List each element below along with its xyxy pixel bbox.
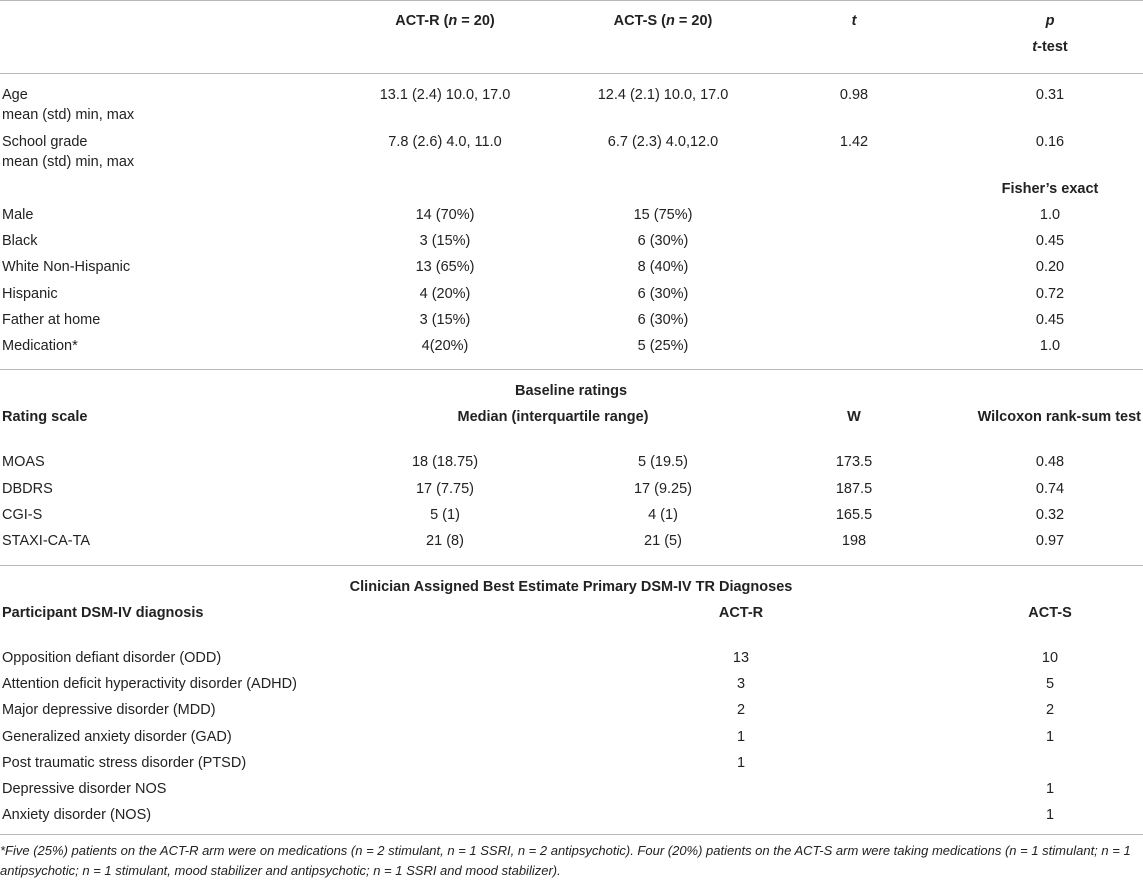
cell-actr: 1 — [736, 755, 746, 771]
cell-p: 0.31 — [1035, 87, 1065, 103]
baseline-title: Baseline ratings — [514, 383, 628, 399]
cell-actr: 3 (15%) — [419, 233, 471, 249]
cell-acts: 10 — [1041, 650, 1059, 666]
table-footnote: *Five (25%) patients on the ACT-R arm were on medications (n = 2 stimulant, n = 1 SSRI, n = 2 antipsychotic). Four (20%) patients on the ACT-S arm were taking medications (n = 1 stimulant; n = 1 antipsychotic; n = 1 stimulant, mood stabilizer and antipsychotic; n = 1 SSRI and mood stabilizer). — [0, 843, 1131, 878]
cell-actr: 13 — [732, 650, 750, 666]
section-rule-2 — [0, 565, 1143, 566]
header-rule — [0, 73, 1143, 74]
header-acts — [614, 12, 713, 30]
cell-acts: 5 (19.5) — [638, 454, 688, 470]
cell-acts: 5 — [1045, 676, 1055, 692]
row-label: DBDRS — [2, 481, 53, 497]
row-label: STAXI-CA-TA — [2, 533, 91, 549]
cell-actr: 4 (20%) — [419, 286, 471, 302]
cell-actr: 7.8 (2.6) 4.0, 11.0 — [388, 134, 502, 150]
cell-actr: 4(20%) — [421, 338, 469, 354]
row-label: Age — [2, 87, 28, 103]
row-sublabel: mean (std) min, max — [2, 107, 135, 123]
cell-p: 0.45 — [1035, 233, 1065, 249]
cell-acts: 2 — [1045, 702, 1055, 718]
header-t: t — [851, 13, 857, 29]
header-actr — [395, 12, 495, 30]
cell-acts: 5 (25%) — [637, 338, 689, 354]
cell-w: 198 — [841, 533, 867, 549]
cell-actr: 21 (8) — [426, 533, 464, 549]
cell-actr: 18 (18.75) — [411, 454, 479, 470]
diagnoses-col-actr: ACT-R — [718, 605, 764, 621]
cell-acts: 8 (40%) — [637, 259, 689, 275]
row-label: Post traumatic stress disorder (PTSD) — [2, 755, 247, 771]
header-actr-label: ACT-R ( — [395, 13, 449, 29]
row-label: CGI-S — [2, 507, 43, 523]
row-sublabel: mean (std) min, max — [2, 154, 135, 170]
cell-p: 0.32 — [1035, 507, 1065, 523]
cell-acts: 1 — [1045, 781, 1055, 797]
cell-actr: 17 (7.75) — [415, 481, 475, 497]
section-rule-1 — [0, 369, 1143, 370]
cell-acts: 6 (30%) — [637, 286, 689, 302]
diagnoses-col-label: Participant DSM-IV diagnosis — [2, 605, 204, 621]
row-label: Black — [2, 233, 38, 249]
cell-actr: 13.1 (2.4) 10.0, 17.0 — [379, 87, 511, 103]
row-label: Male — [2, 207, 34, 223]
cell-actr: 3 (15%) — [419, 312, 471, 328]
cell-acts: 6.7 (2.3) 4.0,12.0 — [607, 134, 719, 150]
cell-w: 187.5 — [835, 481, 873, 497]
row-label: Attention deficit hyperactivity disorder (ADHD) — [2, 676, 297, 692]
row-label: Generalized anxiety disorder (GAD) — [2, 729, 232, 745]
diagnoses-title: Clinician Assigned Best Estimate Primary DSM-IV TR Diagnoses — [349, 579, 793, 595]
cell-acts: 17 (9.25) — [633, 481, 693, 497]
cell-actr: 13 (65%) — [415, 259, 475, 275]
row-label: Major depressive disorder (MDD) — [2, 702, 216, 718]
header-acts-n: n — [666, 13, 675, 29]
cell-p: 1.0 — [1039, 207, 1061, 223]
baseline-col-w: W — [847, 409, 861, 425]
baseline-col-test: Wilcoxon rank-sum test — [977, 409, 1141, 425]
table-top-rule — [0, 0, 1143, 1]
row-label: Father at home — [2, 312, 101, 328]
cell-actr: 3 — [736, 676, 746, 692]
cell-acts: 6 (30%) — [637, 312, 689, 328]
header-acts-rest: = 20) — [674, 13, 713, 29]
cell-actr: 1 — [736, 729, 746, 745]
header-ttest-t: t — [1032, 39, 1038, 55]
cell-acts: 1 — [1045, 807, 1055, 823]
cell-t: 1.42 — [839, 134, 869, 150]
cell-p: 0.20 — [1035, 259, 1065, 275]
cell-p: 1.0 — [1039, 338, 1061, 354]
cell-p: 0.74 — [1035, 481, 1065, 497]
cell-acts: 15 (75%) — [633, 207, 693, 223]
row-label: Anxiety disorder (NOS) — [2, 807, 152, 823]
cell-actr: 2 — [736, 702, 746, 718]
cell-acts: 1 — [1045, 729, 1055, 745]
header-actr-rest: = 20) — [457, 13, 495, 29]
row-label: Depressive disorder NOS — [2, 781, 167, 797]
table-bottom-rule — [0, 834, 1143, 835]
fisher-header: Fisher’s exact — [1001, 181, 1099, 197]
row-label: School grade — [2, 134, 88, 150]
cell-acts: 12.4 (2.1) 10.0, 17.0 — [597, 87, 729, 103]
cell-p: 0.16 — [1035, 134, 1065, 150]
cell-actr: 14 (70%) — [415, 207, 475, 223]
header-acts-label: ACT-S ( — [613, 13, 667, 29]
row-label: White Non-Hispanic — [2, 259, 131, 275]
cell-acts: 6 (30%) — [637, 233, 689, 249]
row-label: Opposition defiant disorder (ODD) — [2, 650, 222, 666]
cell-acts: 4 (1) — [648, 507, 678, 523]
cell-p: 0.72 — [1035, 286, 1065, 302]
cell-t: 0.98 — [839, 87, 869, 103]
cell-w: 165.5 — [835, 507, 873, 523]
diagnoses-col-acts: ACT-S — [1028, 605, 1072, 621]
cell-p: 0.97 — [1035, 533, 1065, 549]
row-label: Hispanic — [2, 286, 58, 302]
baseline-col-scale: Rating scale — [2, 409, 88, 425]
cell-acts: 21 (5) — [644, 533, 682, 549]
row-label: MOAS — [2, 454, 45, 470]
row-label: Medication* — [2, 338, 78, 354]
cell-w: 173.5 — [835, 454, 873, 470]
baseline-col-median: Median (interquartile range) — [457, 409, 649, 425]
header-actr-n: n — [448, 13, 458, 29]
cell-p: 0.48 — [1035, 454, 1065, 470]
header-ttest-rest: -test — [1037, 39, 1068, 55]
cell-p: 0.45 — [1035, 312, 1065, 328]
header-ttest — [1032, 38, 1067, 56]
cell-actr: 5 (1) — [430, 507, 460, 523]
header-p: p — [1045, 13, 1055, 29]
